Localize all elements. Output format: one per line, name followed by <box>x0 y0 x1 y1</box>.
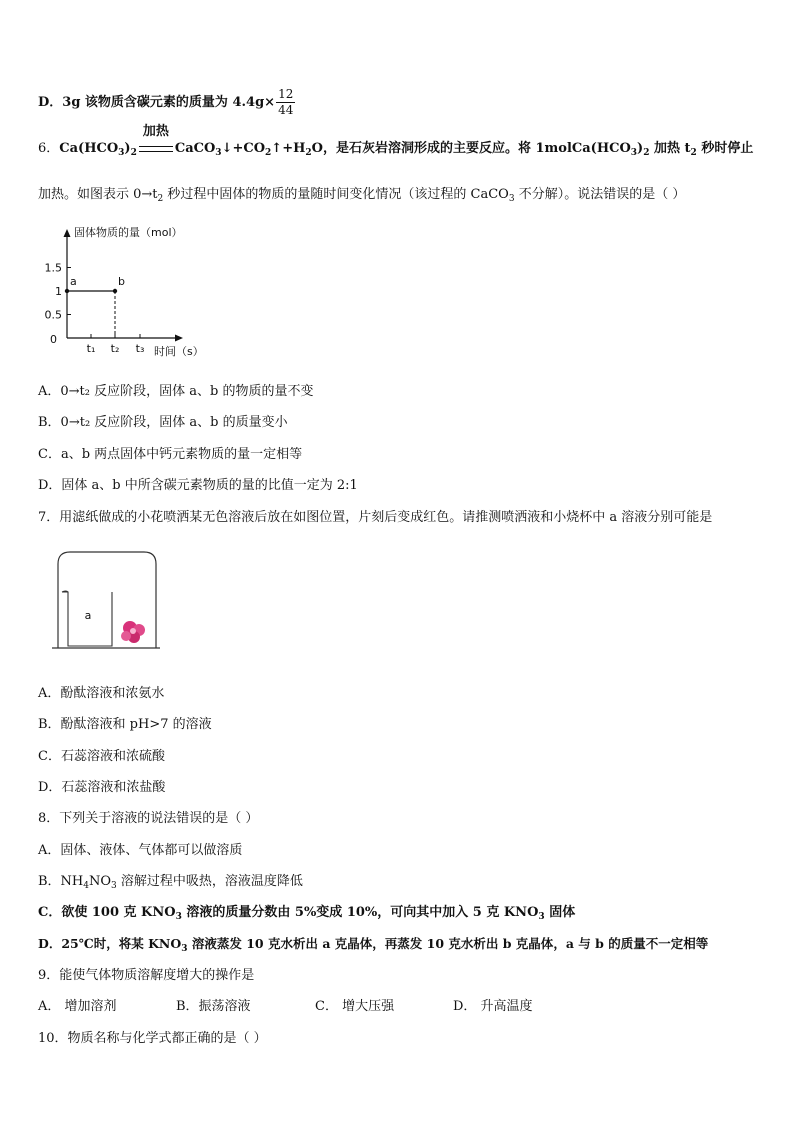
q6-chart <box>40 218 230 363</box>
x-axis-label: 时间（s） <box>154 345 204 358</box>
y-tick-label: 0 <box>50 333 57 346</box>
y-axis-arrow-icon <box>64 229 71 237</box>
q6-reactant: Ca(HCO <box>59 141 119 156</box>
reaction-condition: 加热 <box>142 124 169 139</box>
q9-option-b: B．振荡溶液 <box>176 999 251 1014</box>
y-tick-label: 0.5 <box>44 308 62 322</box>
q8-option-b: B．$NH_4NO_3$ 溶解过程中吸热，溶液温度降低 <box>38 874 303 891</box>
q5-option-d-text: D．3g 该物质含碳元素的质量为 4.4g× <box>38 95 276 110</box>
q6-stem-line1: 6．$Ca(HCO_3)_2$ 加热 $CaCO_3↓+CO_2↑+H_2O$，是石灰岩溶洞形成的主要反应。将 $1molCa(HCO_3)_2$ 加热 $t_2$ 秒时停止 <box>38 124 754 158</box>
paper-flower-icon <box>121 621 145 643</box>
q8-stem: 8．下列关于溶液的说法错误的是（ ） <box>38 811 259 826</box>
q6-option-d: D．固体 a、b 中所含碳元素物质的量的比值一定为 2:1 <box>38 478 358 493</box>
q6-number: 6． <box>38 141 60 156</box>
q7-option-c: C．石蕊溶液和浓硫酸 <box>38 749 165 764</box>
q10-stem: 10．物质名称与化学式都正确的是（ ） <box>38 1031 267 1046</box>
x-axis-arrow-icon <box>175 335 183 342</box>
q6-stem-line2: 加热。如图表示 $0\to t_2$ 秒过程中固体的物质的量随时间变化情况（该过程的 CaCO$_3$ 不分解）。说法错误的是（ ） <box>38 187 686 204</box>
x-tick-label: t₃ <box>135 342 145 355</box>
q9-options <box>38 999 533 1015</box>
beaker-label: a <box>84 609 92 622</box>
y-tick-label: 1 <box>55 285 62 298</box>
fraction-denominator: 44 <box>278 103 294 117</box>
q7-option-a: A．酚酞溶液和浓氨水 <box>38 686 165 701</box>
q8-option-c: C．欲使 100 克 $KNO_3$ 溶液的质量分数由 5%变成 10%，可向其中加入 5 克 $KNO_3$ 固体 <box>38 905 576 922</box>
fraction-numerator: 12 <box>278 87 294 101</box>
point-label-b: b <box>118 275 125 288</box>
q7-apparatus-figure <box>50 548 162 652</box>
y-axis-label: 固体物质的量（mol） <box>74 226 183 239</box>
point-label-a: a <box>70 275 77 288</box>
x-tick-label: t₁ <box>86 342 96 355</box>
fraction <box>276 87 295 118</box>
q9-option-c: C． 增大压强 <box>315 999 395 1014</box>
q7-option-b: B．酚酞溶液和 pH>7 的溶液 <box>38 717 212 732</box>
q8-option-d: D．25℃时，将某 $KNO_3$ 溶液蒸发 10 克水析出 a 克晶体，再蒸发 10 克水析出 b 克晶体，a 与 b 的质量不一定相等 <box>38 936 709 954</box>
q6-option-b: B．0→t₂ 反应阶段，固体 a、b 的质量变小 <box>38 415 288 430</box>
x-tick-label: t₂ <box>110 342 120 355</box>
data-point-b <box>113 289 117 293</box>
q7-option-d: D．石蕊溶液和浓盐酸 <box>38 780 166 795</box>
q5-option-d <box>38 87 295 118</box>
q9-option-d: D． 升高温度 <box>453 999 533 1014</box>
reaction-arrow <box>137 124 175 157</box>
q7-stem: 7．用滤纸做成的小花喷洒某无色溶液后放在如图位置，片刻后变成红色。请推测喷洒液和小烧杯中 a 溶液分别可能是 <box>38 510 713 525</box>
q9-stem: 9．能使气体物质溶解度增大的操作是 <box>38 968 255 983</box>
q6-option-a: A．0→t₂ 反应阶段，固体 a、b 的物质的量不变 <box>38 384 314 399</box>
q6-option-c: C．a、b 两点固体中钙元素物质的量一定相等 <box>38 447 303 462</box>
q8-option-a: A．固体、液体、气体都可以做溶质 <box>38 843 243 858</box>
data-point-a <box>65 289 69 293</box>
q9-option-a: A． 增加溶剂 <box>38 999 117 1014</box>
y-tick-label: 1.5 <box>44 261 62 275</box>
